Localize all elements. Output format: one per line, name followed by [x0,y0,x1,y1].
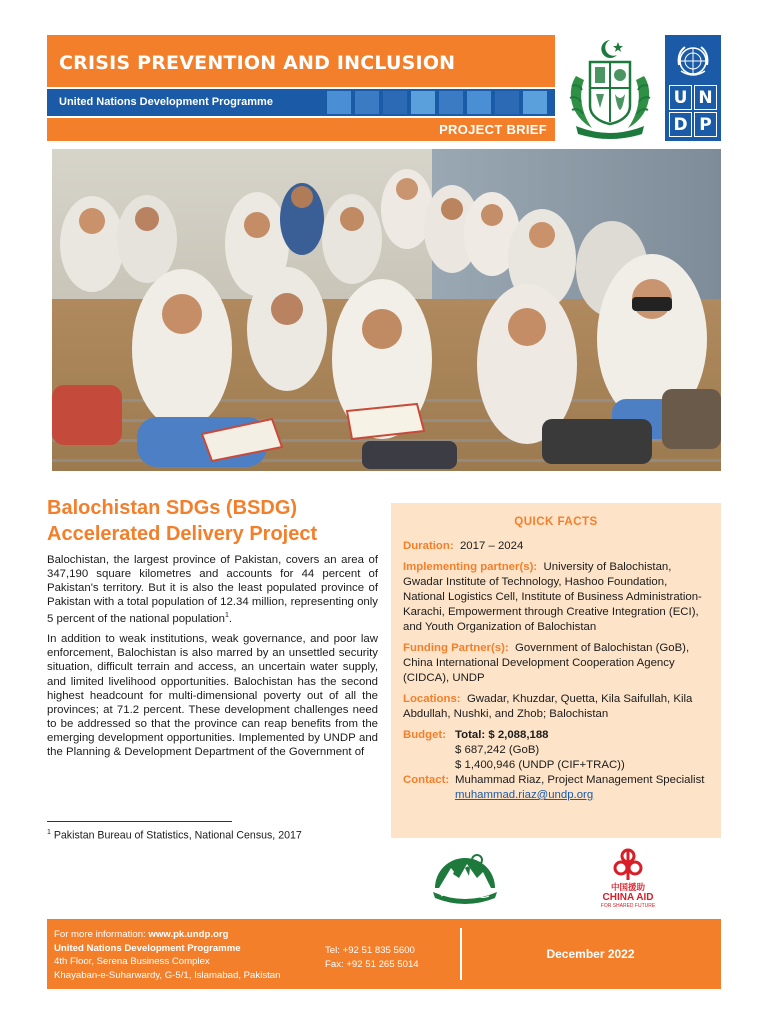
footer-phone-block [325,944,419,972]
funding-row [403,641,709,686]
budget-undp: $ 1,400,946 (UNDP (CIF+TRAC)) [455,759,625,771]
project-title-line1: Balochistan SDGs (BSDG) [47,497,298,519]
header-title: CRISIS PREVENTION AND INCLUSION [59,52,456,74]
header-org-bar [47,89,555,116]
china-aid-chinese-text: 中国援助 [610,882,645,892]
footer-info-line [54,928,280,942]
footer-info-prefix: For more information: [54,929,149,940]
undp-letter: D [669,112,692,137]
quick-facts-box [391,503,721,838]
contact-details [455,773,709,803]
locations-row [403,692,709,722]
undp-letter-grid [669,85,717,137]
contact-email-link[interactable]: muhammad.riaz@undp.org [455,789,594,801]
decor-square [411,91,435,114]
undp-letter: U [669,85,692,110]
footer-fax: Fax: +92 51 265 5014 [325,959,419,970]
decor-square [439,91,463,114]
contact-value: Muhammad Riaz, Project Management Specialist [455,774,705,786]
decor-square [383,91,407,114]
description-paragraph: In addition to weak institutions, weak governance, and poor law enforcement, Balochistan is also marred by an unsettled security situation, difficult terrain and access, an uncertain water supply, and limited livelihood opportunities. Balochistan has the second highest headcount for multi-dimensional poverty out of all the provinces; at 71.2 percent. These development challenges need to be addressed so that the province can reap benefits from the emerging development opportunities. Implemented by UNDP and the Planning & Development Department of the Government of [47,633,378,759]
footer-org-name: United Nations Development Programme [54,942,241,954]
implementing-value: University of Balochistan, Gwadar Institute of Technology, Hashoo Foundation, National Logistics Cell, Institute of Business Administration-Karachi, Empowerment through Creative Integration (ECI), and Youth Organization of Balochistan [403,561,702,633]
project-description [47,553,378,765]
decor-square [495,91,519,114]
header-brief-bar [47,118,555,141]
undp-letter: N [694,85,717,110]
contact-label: Contact: [403,774,450,786]
classroom-illustration [52,149,721,471]
footnote-number: 1 [47,829,51,836]
undp-logo [665,35,721,141]
implementing-row [403,560,709,635]
header-org-name: United Nations Development Programme [59,96,273,108]
footer-address-line2: Khayaban-e-Suharwardy, G-5/1, Islamabad, Pakistan [54,969,281,981]
duration-row [403,539,709,554]
paragraph-text: Balochistan, the largest province of Pakistan, covers an area of 347,190 square kilometres and accounts for 44 percent of Pakistan's territory. But it is also the least populated province of Pakistan with a total population of 12.34 million, representing only 5 percent of the national population [47,554,378,626]
undp-letter: P [694,112,717,137]
footer-date: December 2022 [546,947,635,961]
classroom-photo [52,149,721,471]
locations-value: Gwadar, Khuzdar, Quetta, Kila Saifullah, Kila Abdullah, Nushki, and Zhob; Balochistan [403,693,693,720]
budget-total: Total: $ 2,088,188 [455,729,549,741]
implementing-label: Implementing partner(s): [403,561,538,573]
budget-row [403,728,709,803]
footer-tel: Tel: +92 51 835 5600 [325,945,415,956]
footer-website-link[interactable]: www.pk.undp.org [148,929,229,940]
paragraph-end: . [228,613,233,626]
project-title [47,495,377,547]
budget-label: Budget: [403,729,447,741]
funding-label: Funding Partner(s): [403,642,509,654]
duration-value: 2017 – 2024 [459,540,524,552]
footnote-divider [47,821,232,822]
project-brief-label: PROJECT BRIEF [439,122,547,137]
decor-square [355,91,379,114]
footnote [47,829,302,842]
bsdg-logo [425,844,505,908]
china-aid-tagline: FOR SHARED FUTURE [600,903,656,909]
footer [47,919,721,989]
decor-square [327,91,351,114]
decor-square [523,91,547,114]
budget-gob: $ 687,242 (GoB) [455,744,540,756]
project-title-line2: Accelerated Delivery Project [47,523,318,545]
footer-contact-block [54,928,280,982]
header-banner [47,35,555,141]
quick-facts-title: QUICK FACTS [514,516,598,528]
pakistan-emblem-logo [562,36,658,140]
description-paragraph [47,553,378,626]
locations-label: Locations: [403,693,461,705]
header-title-bar [47,35,555,87]
footnote-ref[interactable]: 1 [224,612,229,620]
footer-address-line1: 4th Floor, Serena Business Complex [54,956,210,967]
funding-value: Government of Balochistan (GoB), China International Development Cooperation Agency (CIDCA), UNDP [403,642,690,684]
un-globe-icon [673,41,713,81]
china-aid-english-text: CHINA AID [602,892,654,903]
duration-label: Duration: [403,540,454,552]
decor-square [467,91,491,114]
footnote-text: Pakistan Bureau of Statistics, National Census, 2017 [50,829,302,842]
